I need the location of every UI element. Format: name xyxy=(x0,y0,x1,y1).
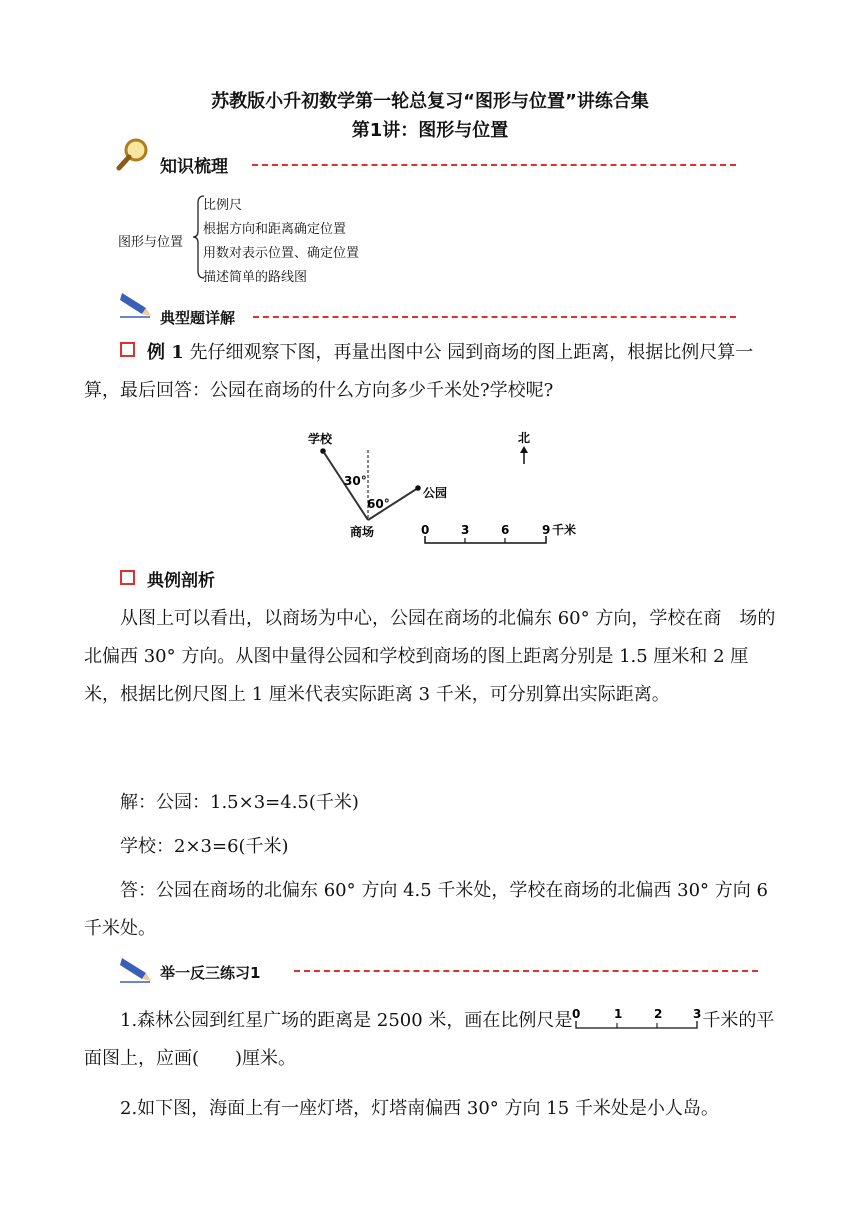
school-label: 学校 xyxy=(308,432,333,446)
mindmap-item-scale: 比例尺 xyxy=(203,198,243,213)
scale-tick-label: 1 xyxy=(614,1007,623,1021)
scale-tick-label: 3 xyxy=(693,1007,702,1021)
checkbox-square-icon xyxy=(120,570,135,585)
page-title: 苏教版小升初数学第一轮总复习“图形与位置”讲练合集 xyxy=(211,91,649,112)
inline-scale-bar xyxy=(572,1006,702,1032)
park-label: 公园 xyxy=(423,486,448,500)
practice-question-2: 2.如下图，海面上有一座灯塔，灯塔南偏西 30° 方向 15 千米处是小人岛。 xyxy=(120,1098,719,1119)
school-point xyxy=(320,448,326,454)
question-1-text: 1.森林公园到红星广场的距离是 2500 米，画在比例尺是 xyxy=(120,1010,573,1031)
pencil-icon xyxy=(118,288,152,318)
example-1 xyxy=(84,334,784,410)
section-analysis-heading xyxy=(120,566,215,591)
section-knowledge: 知识梳理 xyxy=(160,157,228,177)
pencil-icon xyxy=(118,953,152,983)
north-arrow-head xyxy=(520,446,528,453)
solution-park: 解：公园：1.5×3=4.5(千米) xyxy=(120,792,359,813)
divider xyxy=(294,970,758,972)
scale-tick-label: 9 xyxy=(542,523,551,537)
section-examples: 典型题详解 xyxy=(160,309,236,327)
answer-paragraph: 答：公园在商场的北偏东 60° 方向 4.5 千米处，学校在商场的北偏西 30° 方向 6 千米处。 xyxy=(84,880,768,939)
scale-unit-label: 千米 xyxy=(552,523,577,537)
example-label: 例 1 xyxy=(147,342,184,363)
analysis-paragraph: 从图上可以看出，以商场为中心，公园在商场的北偏东 60° 方向，学校在商 场的北偏西 30° 方向。从图中量得公园和学校到商场的图上距离分别是 1.5 厘米和 2 厘米，根据比例尺图上 1 厘米代表实际距离 3 千米，可分别算出实际距离。 xyxy=(84,608,776,705)
question-1-text-after: 千米的平面图上，应画( )厘米。 xyxy=(84,1010,775,1069)
scale-tick-label: 0 xyxy=(421,523,430,537)
mindmap-item-pairs: 用数对表示位置、确定位置 xyxy=(203,246,360,261)
angle-60-label: 60° xyxy=(367,497,390,511)
scale-tick-label: 2 xyxy=(654,1007,663,1021)
park-point xyxy=(415,485,421,491)
mindmap-item-direction: 根据方向和距离确定位置 xyxy=(203,222,347,237)
page-subtitle: 第1讲：图形与位置 xyxy=(351,120,509,141)
scale-tick-label: 3 xyxy=(461,523,470,537)
divider xyxy=(252,164,736,166)
mindmap-root: 图形与位置 xyxy=(118,235,184,250)
checkbox-square-icon xyxy=(120,342,135,357)
scale-tick-label: 0 xyxy=(572,1007,581,1021)
map-figure xyxy=(300,422,600,552)
practice-question-1 xyxy=(84,1002,784,1078)
magnifier-icon xyxy=(116,136,152,172)
example-text: 先仔细观察下图，再量出图中公 园到商场的图上距离，根据比例尺算一算，最后回答：公园在商场的什么方向多少千米处?学校呢? xyxy=(84,342,754,401)
mindmap-item-route: 描述简单的路线图 xyxy=(203,270,308,285)
north-label: 北 xyxy=(518,431,531,445)
section-analysis: 典例剖析 xyxy=(147,571,215,591)
mall-label: 商场 xyxy=(350,525,375,539)
scale-tick-label: 6 xyxy=(501,523,510,537)
section-practice: 举一反三练习1 xyxy=(160,964,261,982)
scale-bar xyxy=(425,536,546,543)
angle-30-label: 30° xyxy=(344,474,367,488)
solution-school: 学校：2×3=6(千米) xyxy=(120,836,289,857)
divider xyxy=(253,316,736,318)
